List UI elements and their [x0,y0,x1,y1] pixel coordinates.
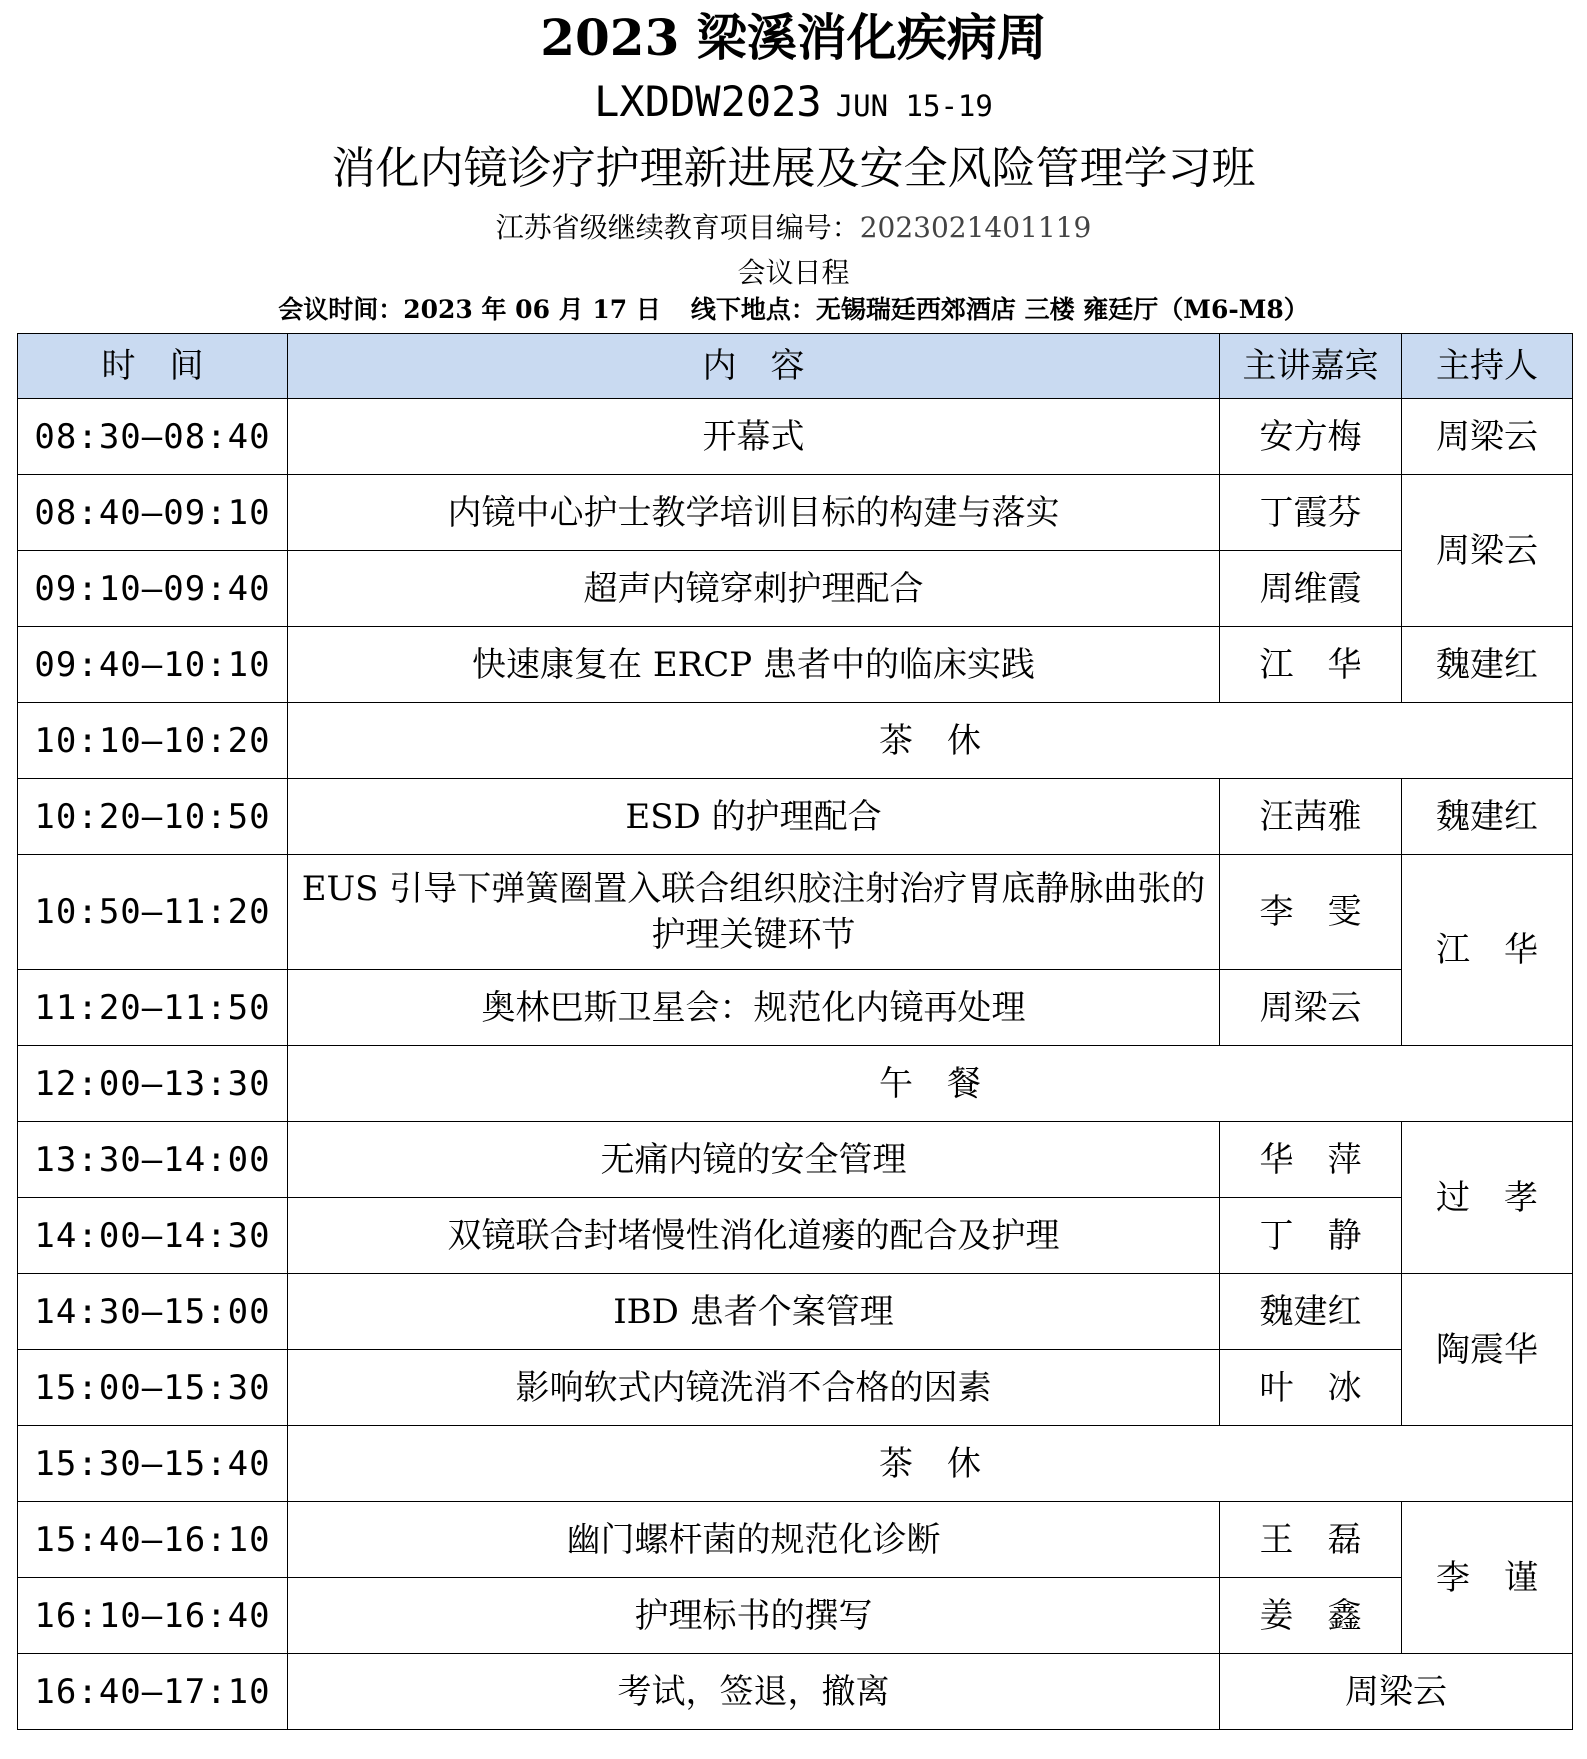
time-cell: 10:50—11:20 [18,855,288,970]
speaker-cell: 江 华 [1220,627,1402,703]
document-title: 2023 梁溪消化疾病周 [540,8,1047,67]
host-cell: 周梁云 [1402,399,1573,475]
host-cell: 魏建红 [1402,779,1573,855]
content-cell: 护理标书的撰写 [288,1578,1220,1654]
host-cell: 陶震华 [1402,1274,1573,1426]
speaker-cell: 叶 冰 [1220,1350,1402,1426]
time-cell: 09:10—09:40 [18,551,288,627]
time-cell: 09:40—10:10 [18,627,288,703]
content-cell: 内镜中心护士教学培训目标的构建与落实 [288,475,1220,551]
event-code-line [0,74,1587,134]
speaker-cell: 华 萍 [1220,1122,1402,1198]
table-row [18,779,1573,855]
content-cell: 超声内镜穿刺护理配合 [288,551,1220,627]
time-cell: 10:10—10:20 [18,703,288,779]
content-cell: 快速康复在 ERCP 患者中的临床实践 [288,627,1220,703]
time-cell: 11:20—11:50 [18,970,288,1046]
table-row [18,1578,1573,1654]
speaker-cell: 周维霞 [1220,551,1402,627]
content-cell: 影响软式内镜洗消不合格的因素 [288,1350,1220,1426]
time-cell: 15:30—15:40 [18,1426,288,1502]
table-row [18,970,1573,1046]
table-row [18,1350,1573,1426]
time-cell: 14:00—14:30 [18,1198,288,1274]
speaker-cell: 王 磊 [1220,1502,1402,1578]
table-row [18,1502,1573,1578]
host-cell: 李 谨 [1402,1502,1573,1654]
time-cell: 16:40—17:10 [18,1654,288,1730]
content-cell: EUS 引导下弹簧圈置入联合组织胶注射治疗胃底静脉曲张的护理关键环节 [288,855,1220,970]
time-cell: 08:40—09:10 [18,475,288,551]
host-cell: 魏建红 [1402,627,1573,703]
table-row-break [18,1046,1573,1122]
time-cell: 15:40—16:10 [18,1502,288,1578]
table-row [18,1122,1573,1198]
project-label: 江苏省级继续教育项目编号： [495,211,860,244]
project-number-line [0,208,1587,248]
break-cell: 茶 休 [288,703,1573,779]
content-cell: 双镜联合封堵慢性消化道瘘的配合及护理 [288,1198,1220,1274]
content-cell: 奥林巴斯卫星会：规范化内镜再处理 [288,970,1220,1046]
content-cell: 开幕式 [288,399,1220,475]
speaker-cell: 魏建红 [1220,1274,1402,1350]
header-speaker: 主讲嘉宾 [1220,334,1402,399]
host-cell: 周梁云 [1402,475,1573,627]
speaker-cell: 丁霞芬 [1220,475,1402,551]
content-cell: 无痛内镜的安全管理 [288,1122,1220,1198]
table-row-break [18,1426,1573,1502]
content-cell: 幽门螺杆菌的规范化诊断 [288,1502,1220,1578]
speaker-host-cell: 周梁云 [1220,1654,1573,1730]
speaker-cell: 李 雯 [1220,855,1402,970]
schedule-table [17,333,1573,1730]
table-row [18,1198,1573,1274]
event-code: LXDDW2023 [594,77,822,126]
table-row [18,551,1573,627]
meeting-venue: 线下地点：无锡瑞廷西郊酒店 三楼 雍廷厅（M6-M8） [690,295,1309,324]
break-cell: 午 餐 [288,1046,1573,1122]
time-cell: 13:30—14:00 [18,1122,288,1198]
table-row [18,475,1573,551]
table-row [18,855,1573,970]
content-cell: 考试，签退，撤离 [288,1654,1220,1730]
speaker-cell: 汪茜雅 [1220,779,1402,855]
time-cell: 15:00—15:30 [18,1350,288,1426]
header-content: 内 容 [288,334,1220,399]
project-number: 2023021401119 [859,211,1092,244]
table-row-break [18,703,1573,779]
speaker-cell: 姜 鑫 [1220,1578,1402,1654]
course-title: 消化内镜诊疗护理新进展及安全风险管理学习班 [331,143,1256,194]
header-host: 主持人 [1402,334,1573,399]
table-row [18,1654,1573,1730]
time-cell: 12:00—13:30 [18,1046,288,1122]
agenda-label: 会议日程 [737,256,850,289]
meeting-time: 会议时间：2023 年 06 月 17 日 [278,295,661,324]
table-row [18,1274,1573,1350]
event-dates: JUN 15-19 [835,89,993,123]
time-cell: 08:30—08:40 [18,399,288,475]
table-row [18,399,1573,475]
table-row [18,627,1573,703]
break-cell: 茶 休 [288,1426,1573,1502]
speaker-cell: 丁 静 [1220,1198,1402,1274]
header-time: 时 间 [18,334,288,399]
speaker-cell: 周梁云 [1220,970,1402,1046]
content-cell: ESD 的护理配合 [288,779,1220,855]
host-cell: 江 华 [1402,855,1573,1046]
host-cell: 过 孝 [1402,1122,1573,1274]
speaker-cell: 安方梅 [1220,399,1402,475]
time-cell: 16:10—16:40 [18,1578,288,1654]
time-cell: 14:30—15:00 [18,1274,288,1350]
content-cell: IBD 患者个案管理 [288,1274,1220,1350]
time-cell: 10:20—10:50 [18,779,288,855]
meeting-info-line [0,293,1587,327]
